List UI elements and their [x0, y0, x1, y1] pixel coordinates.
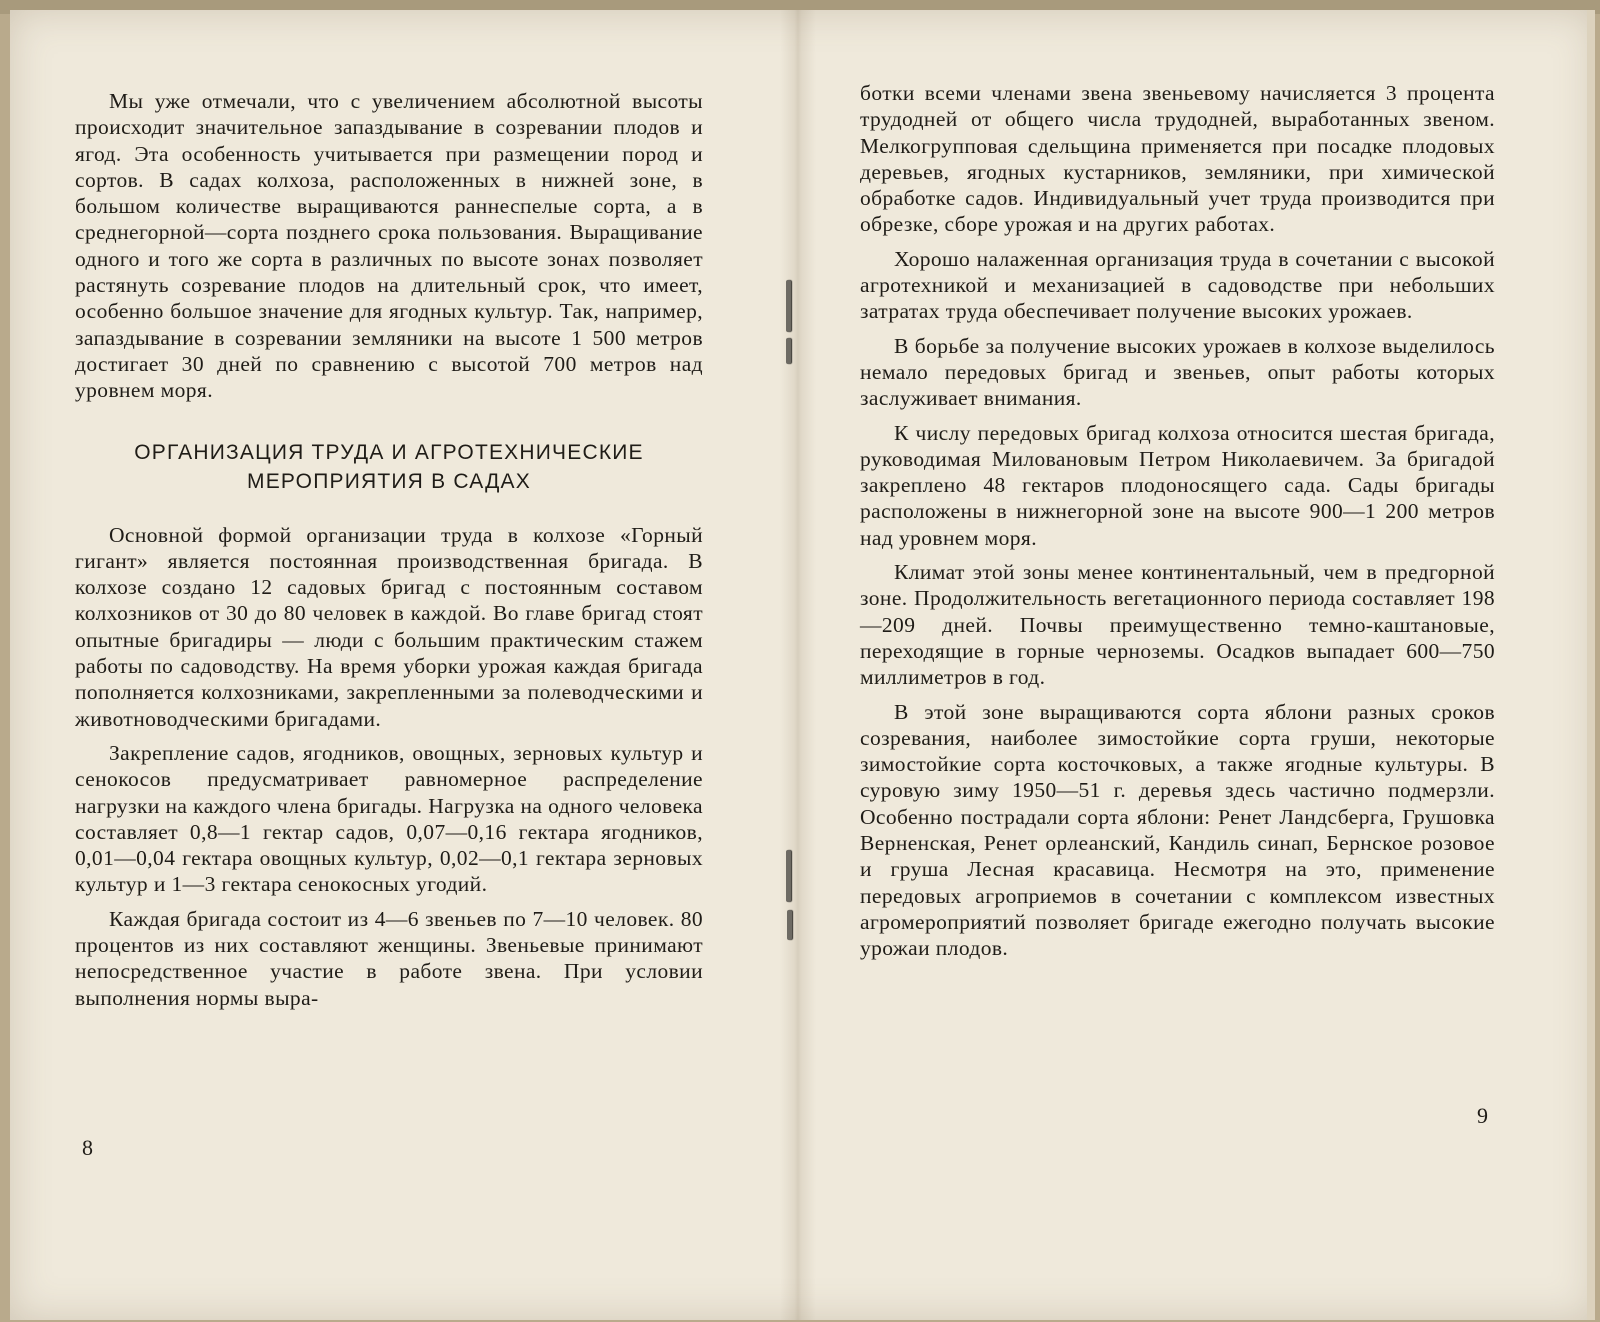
- left-page-text: [75, 88, 703, 1019]
- book-spread: [10, 10, 1595, 1320]
- section-heading-line-1: ОРГАНИЗАЦИЯ ТРУДА И АГРОТЕХНИЧЕСКИЕ: [134, 440, 644, 464]
- staple-bottom-lower: [787, 910, 792, 940]
- right-page-text: [860, 80, 1495, 970]
- right-paragraph-5: Климат этой зоны менее континентальный, чем в предгорной зоне. Продолжительность вегетационного периода составляет 198—209 дней. Почвы преимущественно темно-каштановые, переходящие в горные черноземы. Осадков выпадает 600—750 миллиметров в год.: [860, 560, 1495, 690]
- right-paragraph-1: ботки всеми членами звена звеньевому начисляется 3 процента трудодней от общего числа трудодней, выработанных звеном. Мелкогрупповая сдельщина применяется при посадке плодовых деревьев, ягодных кустарников, земляники, при химической обработке садов. Индивидуальный учет труда производится при обрезке, сборе урожая и на других работах.: [860, 81, 1495, 237]
- right-paragraph-6: В этой зоне выращиваются сорта яблони разных сроков созревания, наиболее зимостойкие сорта груши, некоторые зимостойкие сорта косточковых, а также ягодные культуры. В суровую зиму 1950—51 г. деревья здесь частично подмерзли. Особенно пострадали сорта яблони: Ренет Ландсберга, Грушовка Верненская, Ренет орлеанский, Кандиль синап, Бернское розовое и груша Лесная красавица. Несмотря на это, применение передовых агроприемов в сочетании с комплексом известных агромероприятий позволяет бригаде ежегодно получать высокие урожаи плодов.: [860, 699, 1495, 961]
- page-number-left: 8: [82, 1135, 93, 1160]
- left-paragraph-3: Закрепление садов, ягодников, овощных, зерновых культур и сенокосов предусматривает равномерное распределение нагрузки на каждого члена бригады. Нагрузка на одного человека составляет 0,8—1 гектар садов, 0,07—0,16 гектара ягодников, 0,01—0,04 гектара овощных культур, 0,02—0,1 гектара зерновых культур и 1—3 гектара сенокосных угодий.: [75, 740, 703, 897]
- section-heading-line-2: МЕРОПРИЯТИЯ В САДАХ: [247, 469, 531, 493]
- right-paragraph-3: В борьбе за получение высоких урожаев в колхозе выделилось немало передовых бригад и звеньев, опыт работы которых заслуживает внимания.: [860, 333, 1495, 411]
- right-paragraph-4: К числу передовых бригад колхоза относится шестая бригада, руководимая Миловановым Петром Николаевичем. За бригадой закреплено 48 гектаров плодоносящего сада. Сады бригады расположены в нижнегорной зоне на высоте 900—1 200 метров над уровнем моря.: [860, 420, 1495, 550]
- left-paragraph-2: Основной формой организации труда в колхозе «Горный гигант» является постоянная производственная бригада. В колхозе создано 12 садовых бригад с постоянным составом колхозников от 30 до 80 человек в каждой. Во главе бригад стоят опытные бригадиры — люди с большим практическим стажем работы по садоводству. На время уборки урожая каждая бригада пополняется колхозниками, закрепленными за полеводческими и животноводческими бригадами.: [75, 522, 703, 731]
- page-number-right: 9: [1477, 1103, 1488, 1128]
- section-heading: [75, 438, 703, 496]
- staple-bottom: [786, 850, 791, 902]
- page-edge: [1587, 10, 1595, 1320]
- left-page: [10, 10, 790, 1320]
- staple-top-lower: [786, 338, 791, 364]
- right-page: [800, 10, 1595, 1320]
- right-paragraph-2: Хорошо налаженная организация труда в сочетании с высокой агротехникой и механизацией в садоводстве при небольших затратах труда обеспечивает получение высоких урожаев.: [860, 246, 1495, 324]
- left-paragraph-4: Каждая бригада состоит из 4—6 звеньев по 7—10 человек. 80 процентов из них составляют женщины. Звеньевые принимают непосредственное участие в работе звена. При условии выполнения нормы выра-: [75, 906, 703, 1010]
- staple-top: [786, 280, 791, 332]
- left-paragraph-1: Мы уже отмечали, что с увеличением абсолютной высоты происходит значительное запаздывание в созревании плодов и ягод. Эта особенность учитывается при размещении пород и сортов. В садах колхоза, расположенных в нижней зоне, в большом количестве выращиваются раннеспелые сорта, а в среднегорной—сорта позднего срока пользования. Выращивание одного и того же сорта в различных по высоте зонах позволяет растянуть созревание плодов на длительный срок, что имеет, особенно большое значение для ягодных культур. Так, например, запаздывание в созревании земляники на высоте 1 500 метров достигает 30 дней по сравнению с высотой 700 метров над уровнем моря.: [75, 89, 703, 403]
